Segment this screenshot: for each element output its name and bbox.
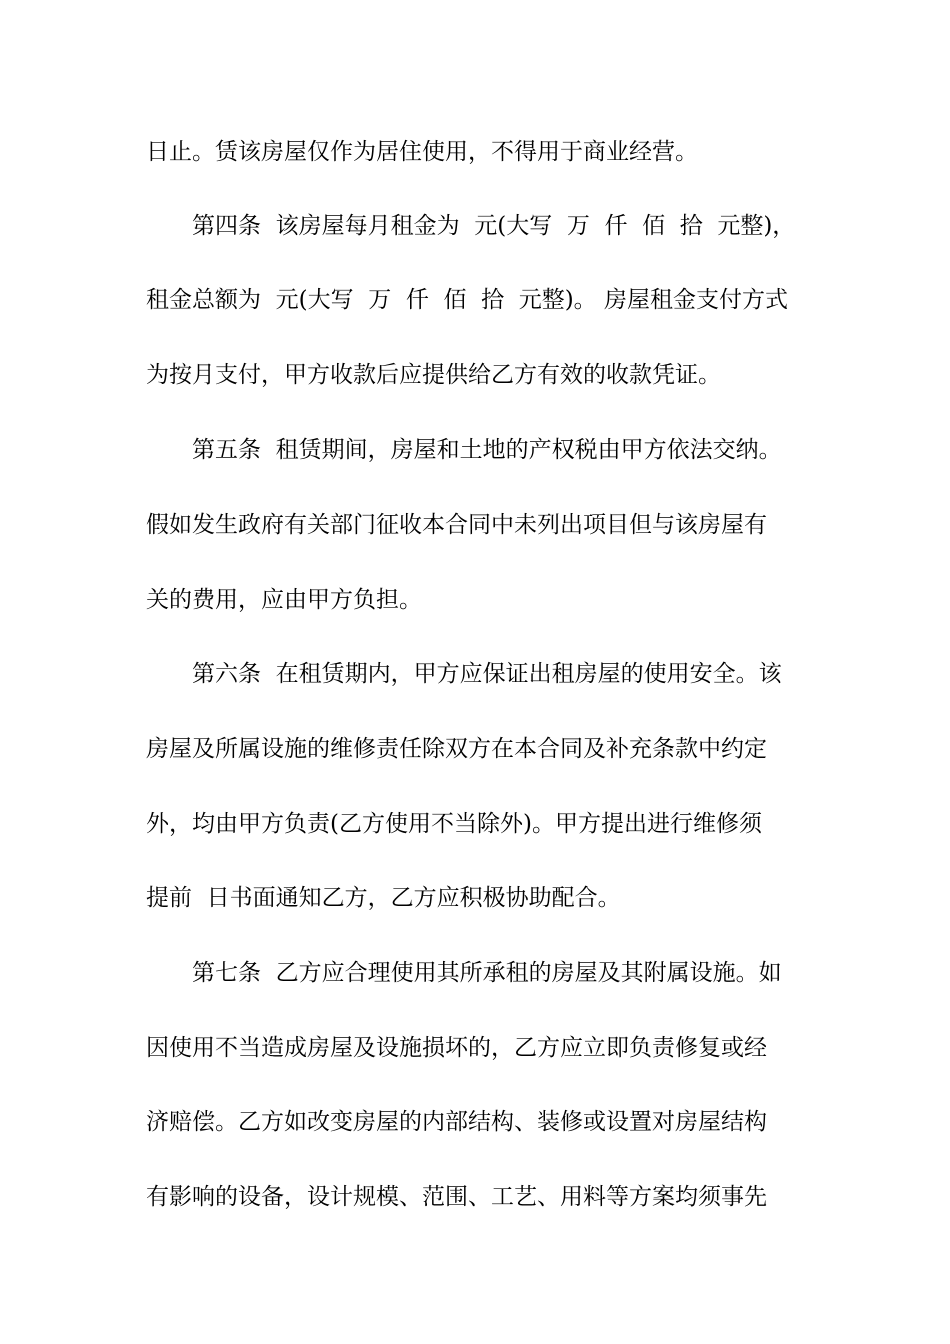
clause-5-line-2: 假如发生政府有关部门征收本合同中未列出项目但与该房屋有	[146, 512, 767, 538]
clause-7-line-4: 有影响的设备，设计规模、范围、工艺、用料等方案均须事先	[146, 1184, 767, 1210]
clause-6-line-4: 提前 日书面通知乙方，乙方应积极协助配合。	[146, 885, 621, 911]
clause-6-line-2: 房屋及所属设施的维修责任除双方在本合同及补充条款中约定	[146, 736, 767, 762]
clause-5-line-3: 关的费用，应由甲方负担。	[146, 587, 422, 613]
clause-6-line-1: 第六条 在租赁期内，甲方应保证出租房屋的使用安全。该	[192, 661, 782, 687]
clause-5-line-1: 第五条 租赁期间，房屋和土地的产权税由甲方依法交纳。	[192, 437, 782, 463]
clause-7-line-2: 因使用不当造成房屋及设施损坏的，乙方应立即负责修复或经	[146, 1035, 767, 1061]
text-line-1: 日止。赁该房屋仅作为居住使用，不得用于商业经营。	[146, 139, 698, 165]
clause-7-line-1: 第七条 乙方应合理使用其所承租的房屋及其附属设施。如	[192, 960, 782, 986]
clause-4-line-3: 为按月支付，甲方收款后应提供给乙方有效的收款凭证。	[146, 362, 721, 388]
clause-7-line-3: 济赔偿。乙方如改变房屋的内部结构、装修或设置对房屋结构	[146, 1109, 767, 1135]
clause-4-line-2: 租金总额为 元(大写 万 仟 佰 拾 元整)。 房屋租金支付方式	[146, 287, 788, 313]
clause-4-line-1: 第四条 该房屋每月租金为 元(大写 万 仟 佰 拾 元整)，	[192, 213, 796, 239]
clause-6-line-3: 外，均由甲方负责(乙方使用不当除外)。甲方提出进行维修须	[146, 811, 762, 837]
